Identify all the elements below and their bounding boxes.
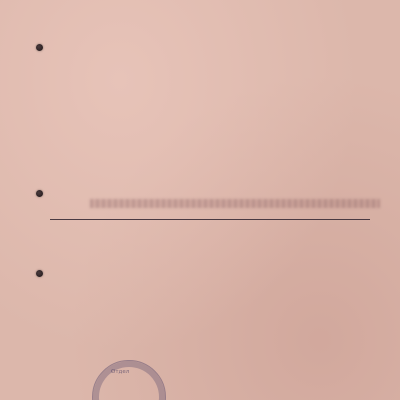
round-stamp: [92, 360, 166, 400]
punch-hole-lower: [36, 270, 43, 277]
punch-hole-middle: [36, 190, 43, 197]
address-redaction: [90, 199, 380, 208]
punch-hole-top: [36, 44, 43, 51]
field-12-rule: [50, 219, 370, 220]
stamp-text: Отдел: [111, 369, 130, 375]
